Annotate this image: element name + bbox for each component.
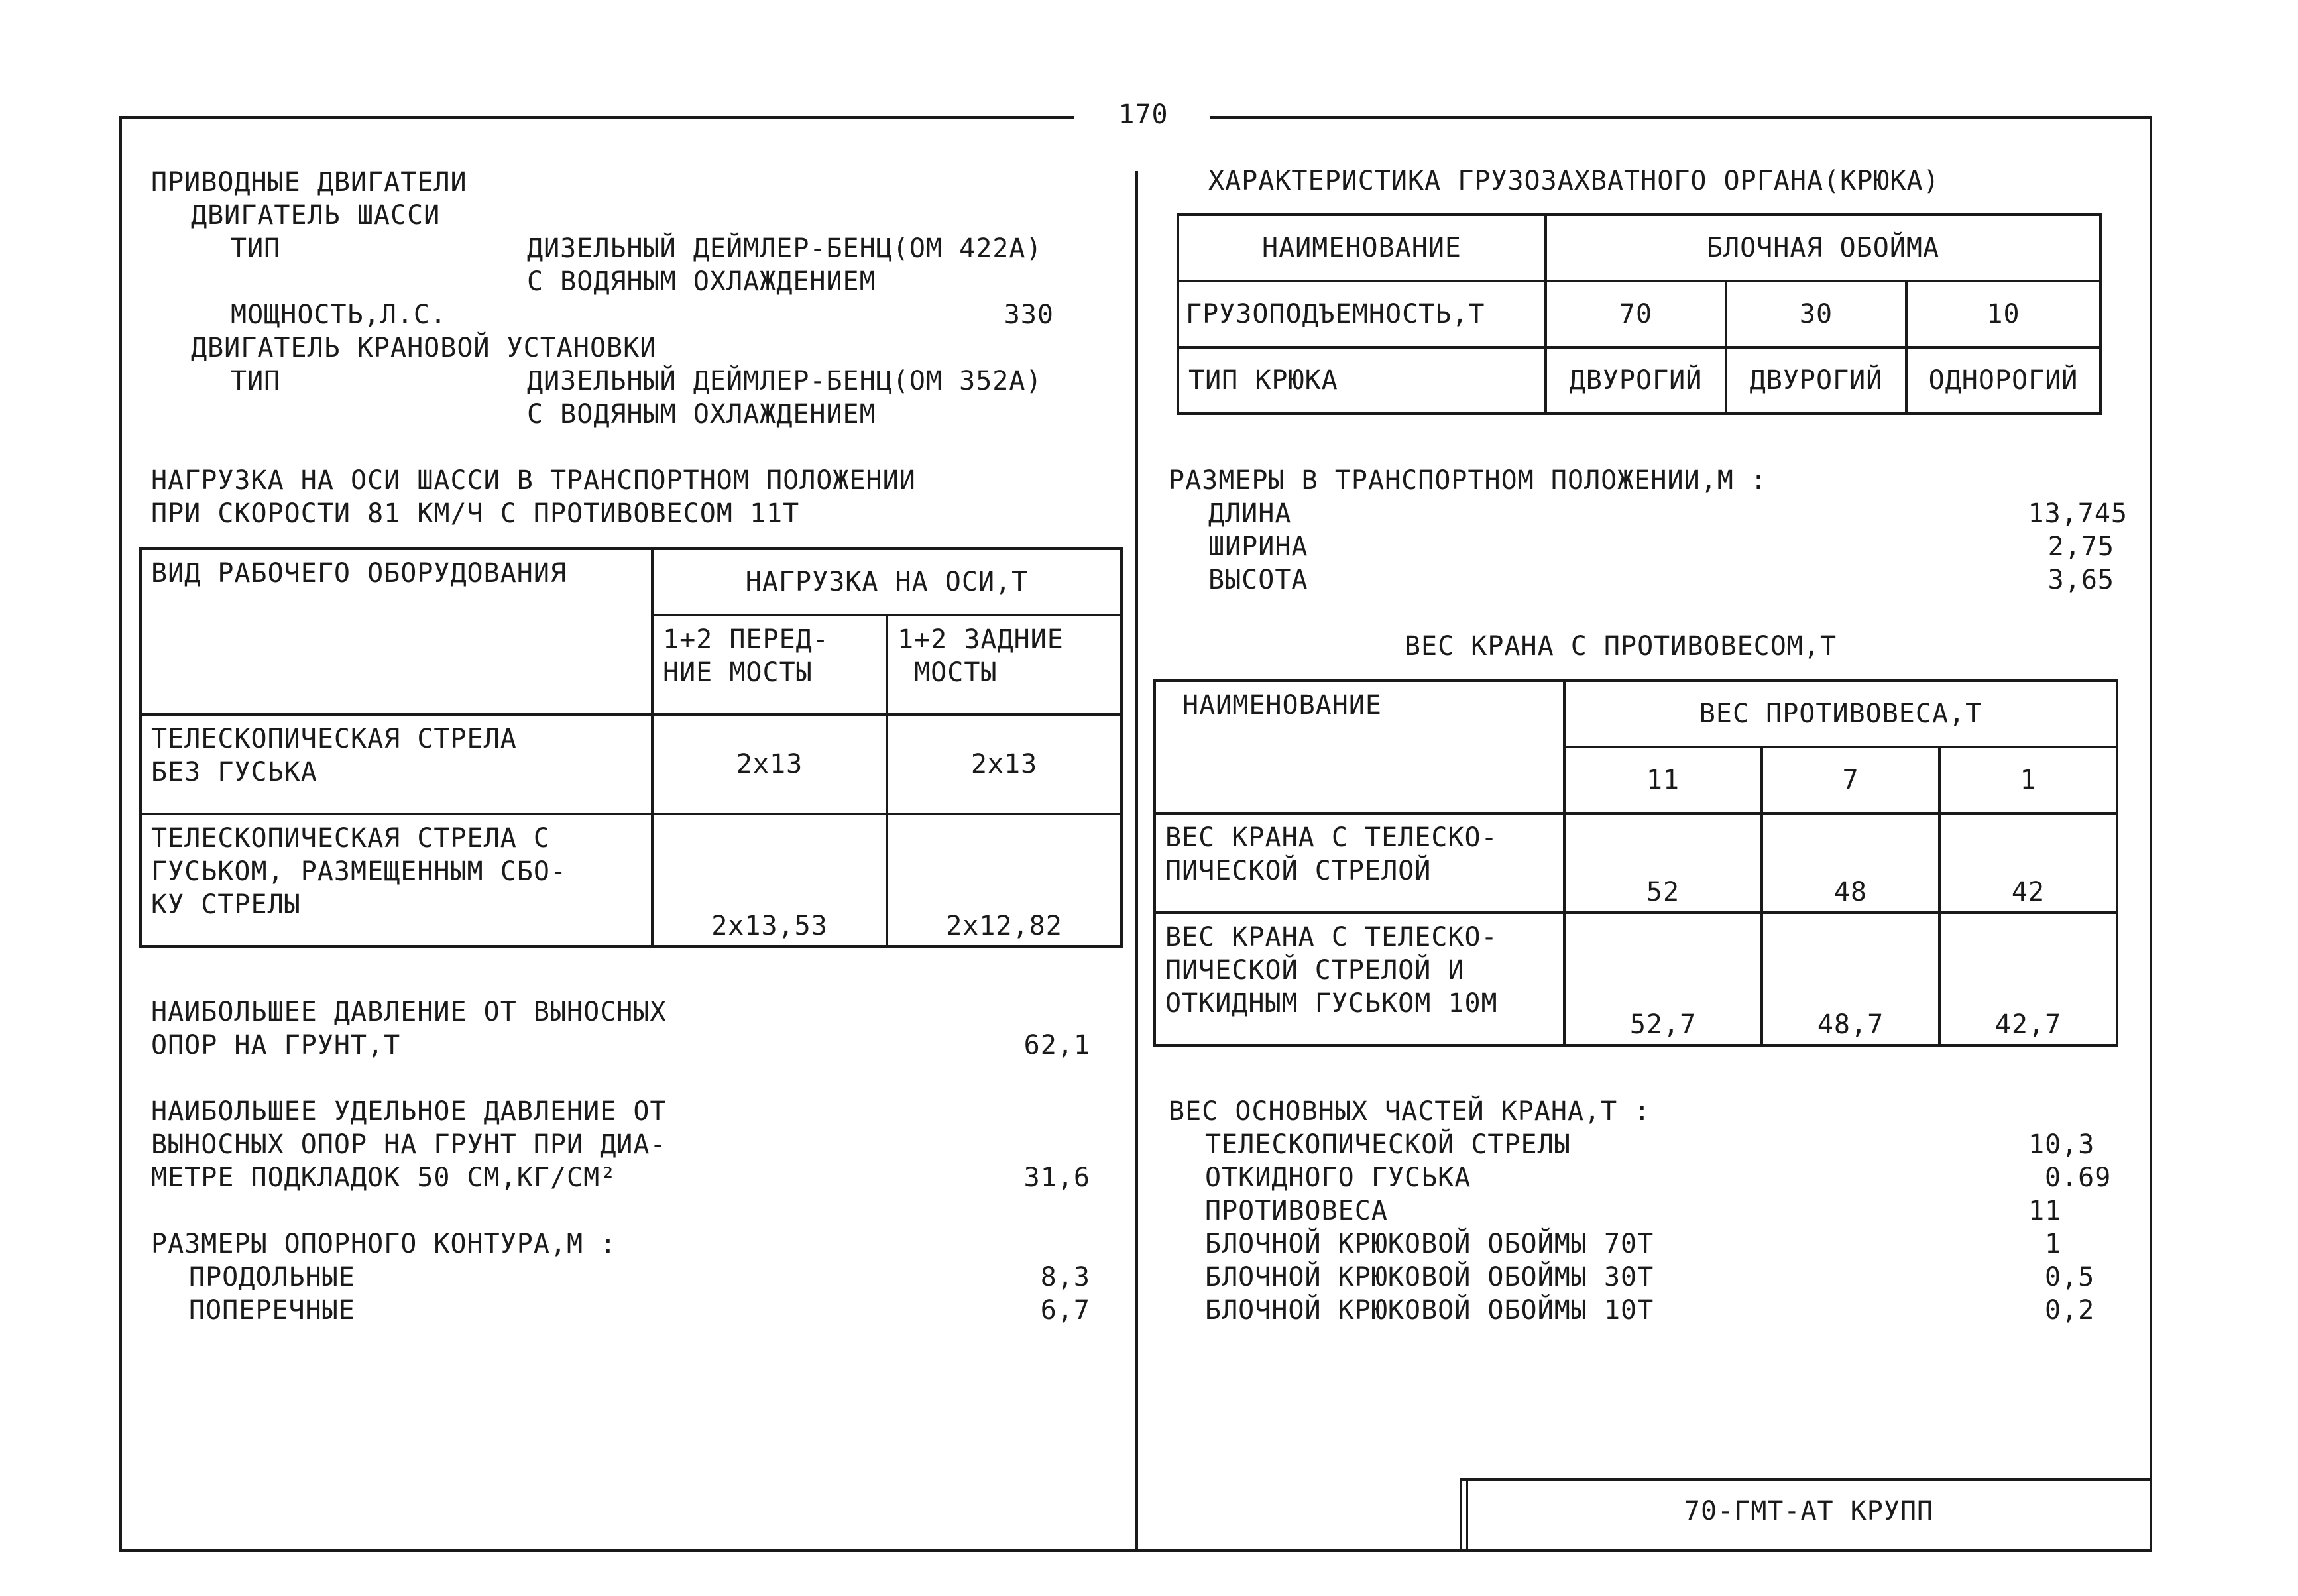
part-label: ПРОТИВОВЕСА xyxy=(1205,1196,1388,1226)
part-value: 0,2 xyxy=(2045,1295,2095,1326)
weight-row-value: 48 xyxy=(1762,813,1939,913)
hook-type-value: ДВУРОГИЙ xyxy=(1546,347,1726,414)
part-label: ТЕЛЕСКОПИЧЕСКОЙ СТРЕЛЫ xyxy=(1205,1129,1571,1160)
weight-col-name: НАИМЕНОВАНИЕ xyxy=(1155,681,1564,813)
stamp-label: 70-ГМТ-АТ КРУПП xyxy=(1684,1496,1934,1526)
axle-load-heading-1: НАГРУЗКА НА ОСИ ШАССИ В ТРАНСПОРТНОМ ПОЛОЖЕНИИ xyxy=(151,465,916,496)
hook-col-block: БЛОЧНАЯ ОБОЙМА xyxy=(1546,215,2100,281)
dimension-label: ШИРИНА xyxy=(1208,532,1308,562)
specific-pressure-line2: ВЫНОСНЫХ ОПОР НА ГРУНТ ПРИ ДИА- xyxy=(151,1129,667,1160)
weight-row-value: 42,7 xyxy=(1939,913,2117,1045)
axle-col-load: НАГРУЗКА НА ОСИ,Т xyxy=(652,549,1121,615)
chassis-power-label: МОЩНОСТЬ,Л.С. xyxy=(231,300,447,330)
hook-col-name: НАИМЕНОВАНИЕ xyxy=(1178,215,1546,281)
weight-col-counterweight: ВЕС ПРОТИВОВЕСА,Т xyxy=(1564,681,2117,747)
specific-pressure-line1: НАИБОЛЬШЕЕ УДЕЛЬНОЕ ДАВЛЕНИЕ ОТ xyxy=(151,1096,667,1127)
part-label: БЛОЧНОЙ КРЮКОВОЙ ОБОЙМЫ 30Т xyxy=(1205,1262,1654,1292)
counterweight-value: 7 xyxy=(1762,747,1939,813)
axle-row-name: ТЕЛЕСКОПИЧЕСКАЯ СТРЕЛА С ГУСЬКОМ, РАЗМЕЩЕННЫМ СБО- КУ СТРЕЛЫ xyxy=(141,814,652,946)
max-pressure-value: 62,1 xyxy=(1023,1030,1090,1060)
page-number: 170 xyxy=(1118,99,1169,130)
frame-top-right xyxy=(1210,116,2152,119)
hook-capacity-value: 70 xyxy=(1546,281,1726,347)
frame-top-left xyxy=(119,116,1074,119)
axle-row-name: ТЕЛЕСКОПИЧЕСКАЯ СТРЕЛА БЕЗ ГУСЬКА xyxy=(141,714,652,814)
counterweight-value: 1 xyxy=(1939,747,2117,813)
dimension-value: 13,745 xyxy=(2028,498,2128,529)
crane-engine-heading: ДВИГАТЕЛЬ КРАНОВОЙ УСТАНОВКИ xyxy=(191,333,657,363)
axle-row-rear: 2x12,82 xyxy=(887,814,1121,946)
hook-heading: ХАРАКТЕРИСТИКА ГРУЗОЗАХВАТНОГО ОРГАНА(КРЮКА) xyxy=(1208,166,1940,196)
part-value: 11 xyxy=(2028,1196,2062,1226)
part-value: 0.69 xyxy=(2045,1163,2112,1193)
chassis-type-label: ТИП xyxy=(231,233,281,264)
max-pressure-line2: ОПОР НА ГРУНТ,Т xyxy=(151,1030,401,1060)
crane-type-line2: С ВОДЯНЫМ ОХЛАЖДЕНИЕМ xyxy=(527,399,876,429)
hook-capacity-value: 10 xyxy=(1906,281,2100,347)
max-pressure-line1: НАИБОЛЬШЕЕ ДАВЛЕНИЕ ОТ ВЫНОСНЫХ xyxy=(151,997,667,1027)
axle-col-front: 1+2 ПЕРЕД- НИЕ МОСТЫ xyxy=(652,615,887,714)
chassis-type-line1: ДИЗЕЛЬНЫЙ ДЕЙМЛЕР-БЕНЦ(ОМ 422А) xyxy=(527,233,1043,264)
column-divider xyxy=(1135,171,1138,1551)
weight-row-value: 48,7 xyxy=(1762,913,1939,1045)
part-value: 0,5 xyxy=(2045,1262,2095,1292)
stamp-top-border xyxy=(1460,1478,2152,1481)
transverse-label: ПОПЕРЕЧНЫЕ xyxy=(189,1295,355,1326)
weight-row-name: ВЕС КРАНА С ТЕЛЕСКО- ПИЧЕСКОЙ СТРЕЛОЙ И ОТКИДНЫМ ГУСЬКОМ 10М xyxy=(1155,913,1564,1045)
dimension-value: 2,75 xyxy=(2047,532,2114,562)
dimension-label: ВЫСОТА xyxy=(1208,565,1308,595)
part-label: ОТКИДНОГО ГУСЬКА xyxy=(1205,1163,1471,1193)
part-label: БЛОЧНОЙ КРЮКОВОЙ ОБОЙМЫ 10Т xyxy=(1205,1295,1654,1326)
chassis-type-line2: С ВОДЯНЫМ ОХЛАЖДЕНИЕМ xyxy=(527,266,876,297)
crane-type-line1: ДИЗЕЛЬНЫЙ ДЕЙМЛЕР-БЕНЦ(ОМ 352А) xyxy=(527,366,1043,396)
axle-col-rear: 1+2 ЗАДНИЕ МОСТЫ xyxy=(887,615,1121,714)
crane-weight-heading: ВЕС КРАНА С ПРОТИВОВЕСОМ,Т xyxy=(1404,631,1837,661)
longitudinal-label: ПРОДОЛЬНЫЕ xyxy=(189,1262,355,1292)
axle-col-equipment: ВИД РАБОЧЕГО ОБОРУДОВАНИЯ xyxy=(141,549,652,714)
hook-type-label: ТИП КРЮКА xyxy=(1178,347,1546,414)
hook-capacity-label: ГРУЗОПОДЪЕМНОСТЬ,Т xyxy=(1178,281,1546,347)
axle-row-front: 2x13,53 xyxy=(652,814,887,946)
hook-type-value: ДВУРОГИЙ xyxy=(1726,347,1906,414)
part-value: 1 xyxy=(2045,1229,2062,1259)
main-parts-heading: ВЕС ОСНОВНЫХ ЧАСТЕЙ КРАНА,Т : xyxy=(1169,1096,1651,1127)
axle-row-rear: 2x13 xyxy=(887,714,1121,814)
part-value: 10,3 xyxy=(2028,1129,2095,1160)
engines-heading: ПРИВОДНЫЕ ДВИГАТЕЛИ xyxy=(151,167,467,198)
crane-weight-table xyxy=(1153,679,2118,1047)
part-label: БЛОЧНОЙ КРЮКОВОЙ ОБОЙМЫ 70Т xyxy=(1205,1229,1654,1259)
transport-dimensions-heading: РАЗМЕРЫ В ТРАНСПОРТНОМ ПОЛОЖЕНИИ,М : xyxy=(1169,465,1767,496)
dimension-value: 3,65 xyxy=(2047,565,2114,595)
chassis-engine-heading: ДВИГАТЕЛЬ ШАССИ xyxy=(191,200,441,231)
specific-pressure-value: 31,6 xyxy=(1023,1163,1090,1193)
crane-type-label: ТИП xyxy=(231,366,281,396)
frame-left xyxy=(119,116,122,1552)
weight-row-value: 52,7 xyxy=(1564,913,1762,1045)
hook-capacity-value: 30 xyxy=(1726,281,1906,347)
axle-row-front: 2x13 xyxy=(652,714,887,814)
chassis-power-value: 330 xyxy=(1004,300,1054,330)
specific-pressure-line3: МЕТРЕ ПОДКЛАДОК 50 СМ,КГ/СМ² xyxy=(151,1163,617,1193)
hook-type-value: ОДНОРОГИЙ xyxy=(1906,347,2100,414)
hook-table xyxy=(1177,213,2102,415)
weight-row-name: ВЕС КРАНА С ТЕЛЕСКО- ПИЧЕСКОЙ СТРЕЛОЙ xyxy=(1155,813,1564,913)
counterweight-value: 11 xyxy=(1564,747,1762,813)
support-contour-heading: РАЗМЕРЫ ОПОРНОГО КОНТУРА,М : xyxy=(151,1229,617,1259)
weight-row-value: 52 xyxy=(1564,813,1762,913)
frame-right xyxy=(2150,116,2152,1552)
axle-load-table xyxy=(139,547,1123,948)
transverse-value: 6,7 xyxy=(1040,1295,1090,1326)
stamp-left-border xyxy=(1460,1478,1462,1551)
axle-load-heading-2: ПРИ СКОРОСТИ 81 КМ/Ч С ПРОТИВОВЕСОМ 11Т xyxy=(151,498,800,529)
longitudinal-value: 8,3 xyxy=(1040,1262,1090,1292)
weight-row-value: 42 xyxy=(1939,813,2117,913)
dimension-label: ДЛИНА xyxy=(1208,498,1292,529)
